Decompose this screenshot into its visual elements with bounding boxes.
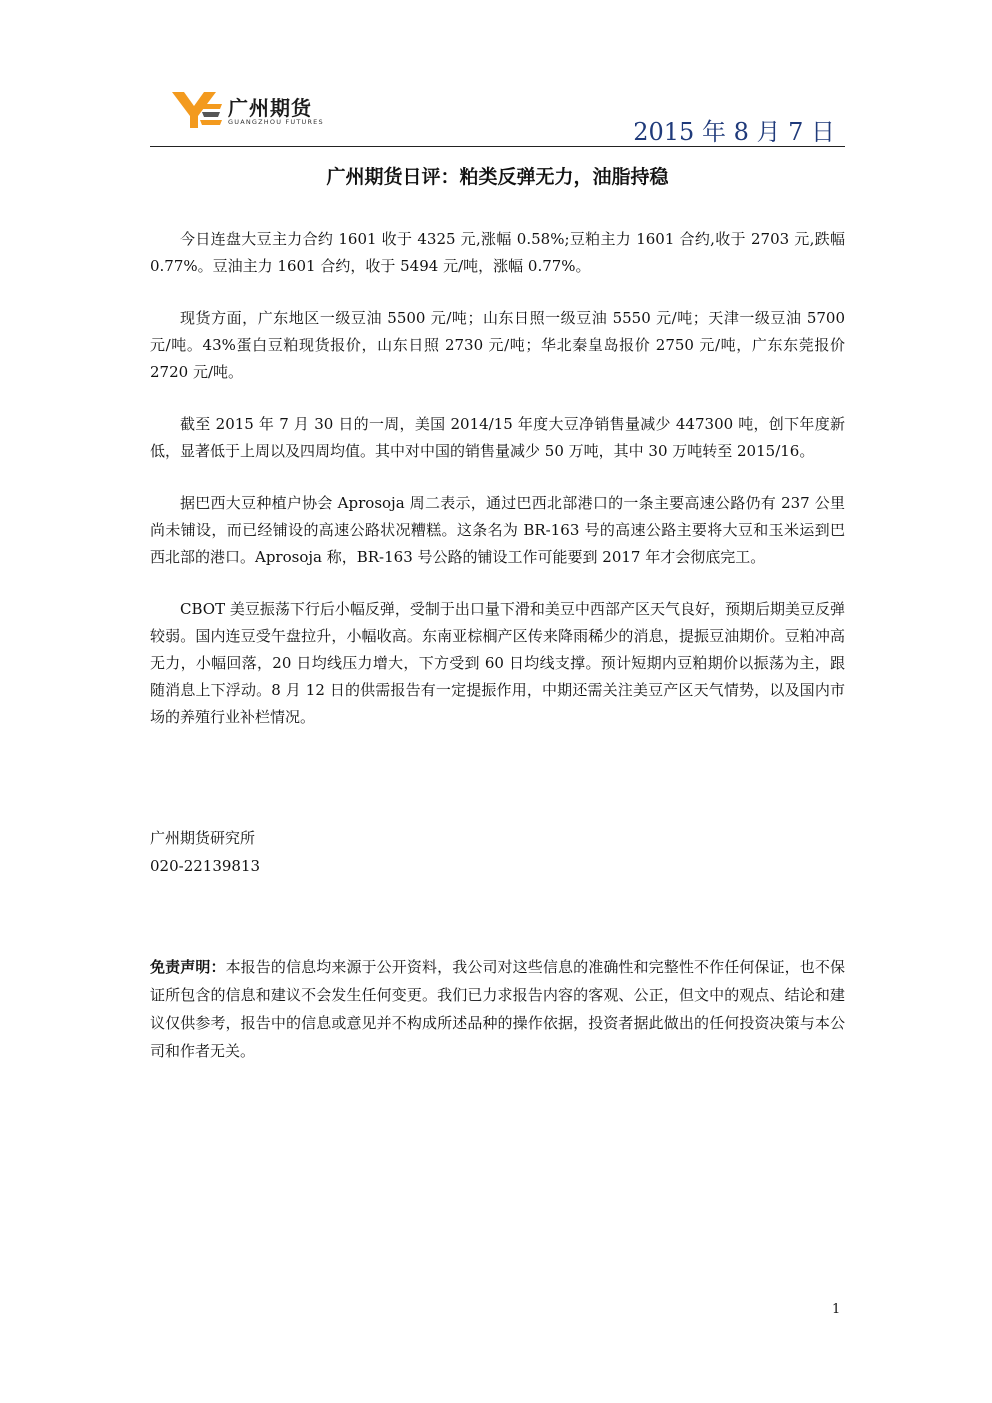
disclaimer-text: 本报告的信息均来源于公开资料，我公司对这些信息的准确性和完整性不作任何保证，也不保证所包含的信息和建议不会发生任何变更。我们已力求报告内容的客观、公正，但文中的观点、结论和建议仅供参考，报告中的信息或意见并不构成所述品种的操作依据，投资者据此做出的任何投资决策与本公司和作者无关。 xyxy=(150,958,845,1060)
disclaimer xyxy=(150,953,845,1065)
paragraph-brazil: 据巴西大豆种植户协会 Aprosoja 周二表示，通过巴西北部港口的一条主要高速公路仍有 237 公里尚未铺设，而已经铺设的高速公路状况糟糕。这条名为 BR-163 号的高速公路主要将大豆和玉米运到巴西北部的港口。Aprosoja 称，BR-163 号公路的铺设工作可能要到 2017 年才会彻底完工。 xyxy=(150,494,845,566)
company-logo xyxy=(170,90,360,134)
header-divider xyxy=(150,146,845,147)
contact-block xyxy=(150,824,260,880)
logo-english-name: GUANGZHOU FUTURES xyxy=(228,118,324,126)
paragraph-spot: 现货方面，广东地区一级豆油 5500 元/吨；山东日照一级豆油 5550 元/吨；天津一级豆油 5700 元/吨。43%蛋白豆粕现货报价，山东日照 2730 元/吨；华北秦皇岛报价 2750 元/吨，广东东莞报价 2720 元/吨。 xyxy=(150,309,845,381)
report-date: 2015 年 8 月 7 日 xyxy=(633,118,835,146)
paragraph-us-sales: 截至 2015 年 7 月 30 日的一周，美国 2014/15 年度大豆净销售量减少 447300 吨，创下年度新低，显著低于上周以及四周均值。其中对中国的销售量减少 50 万吨，其中 30 万吨转至 2015/16。 xyxy=(150,415,845,460)
research-institute: 广州期货研究所 xyxy=(150,829,256,847)
report-body xyxy=(150,226,845,756)
disclaimer-label: 免责声明： xyxy=(150,958,226,976)
paragraph-prices: 今日连盘大豆主力合约 1601 收于 4325 元,涨幅 0.58%;豆粕主力 1601 合约,收于 2703 元,跌幅 0.77%。豆油主力 1601 合约，收于 5494 元/吨，涨幅 0.77%。 xyxy=(150,230,845,275)
phone-number: 020-22139813 xyxy=(150,857,261,875)
report-title: 广州期货日评：粕类反弹无力，油脂持稳 xyxy=(326,166,669,188)
logo-mark-icon xyxy=(170,90,224,130)
paragraph-outlook: CBOT 美豆振荡下行后小幅反弹，受制于出口量下滑和美豆中西部产区天气良好，预期后期美豆反弹较弱。国内连豆受午盘拉升，小幅收高。东南亚棕榈产区传来降雨稀少的消息，提振豆油期价。豆粕冲高无力，小幅回落，20 日均线压力增大，下方受到 60 日均线支撑。预计短期内豆粕期价以振荡为主，跟随消息上下浮动。8 月 12 日的供需报告有一定提振作用，中期还需关注美豆产区天气情势，以及国内市场的养殖行业补栏情况。 xyxy=(150,600,845,726)
page-header xyxy=(150,88,845,148)
page-number: 1 xyxy=(832,1302,841,1317)
logo-chinese-name: 广州期货 xyxy=(228,96,312,120)
